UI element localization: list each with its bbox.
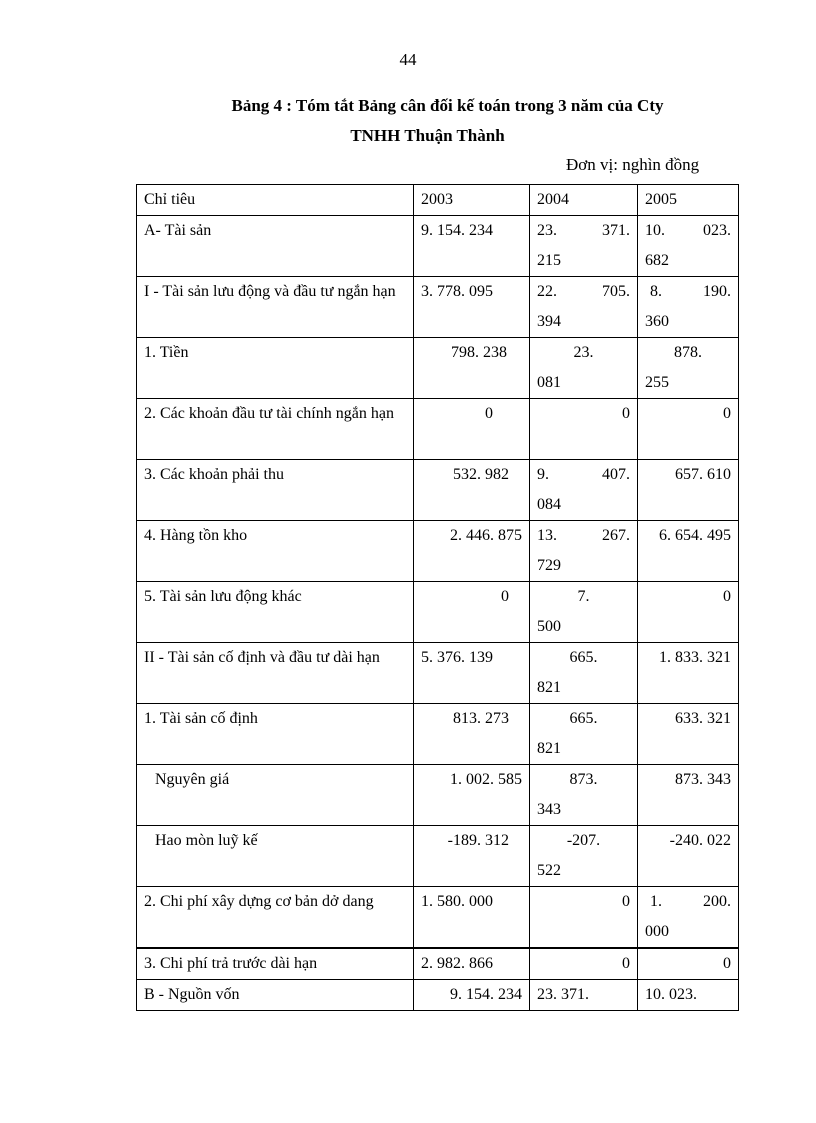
value-2003: 3. 778. 095 bbox=[414, 277, 530, 338]
value-2005-line2: 360 bbox=[645, 313, 669, 330]
table-row bbox=[137, 277, 739, 338]
value-2003: 2. 446. 875 bbox=[414, 521, 530, 582]
value-2004: 0 bbox=[530, 399, 638, 460]
value-2005: 633. 321 bbox=[638, 704, 739, 765]
table-title-line1: Bảng 4 : Tóm tắt Bảng cân đối kế toán trong 3 năm của Cty bbox=[231, 96, 664, 115]
value-2004 bbox=[530, 521, 638, 582]
row-label: A- Tài sản bbox=[137, 216, 414, 277]
value-2003: 0 bbox=[414, 399, 530, 460]
table-row bbox=[137, 980, 739, 1011]
table-row bbox=[137, 399, 739, 460]
row-label: Hao mòn luỹ kế bbox=[137, 826, 414, 887]
value-2005: 873. 343 bbox=[638, 765, 739, 826]
table-row bbox=[137, 216, 739, 277]
page-number: 44 bbox=[399, 50, 417, 69]
value-2003: 9. 154. 234 bbox=[414, 216, 530, 277]
header-2004: 2004 bbox=[530, 185, 638, 216]
row-label: 5. Tài sản lưu động khác bbox=[137, 582, 414, 643]
value-2005: 0 bbox=[638, 399, 739, 460]
unit-label: Đơn vị: nghìn đồng bbox=[566, 155, 700, 174]
value-2003: 1. 580. 000 bbox=[414, 887, 530, 949]
table-row bbox=[137, 643, 739, 704]
value-2004-line1: 9. 407. bbox=[537, 466, 630, 483]
value-2004-line1: 7. bbox=[577, 588, 590, 605]
value-2005: 10. 023. bbox=[638, 980, 739, 1011]
value-2004-line2: 394 bbox=[537, 313, 561, 330]
table-row bbox=[137, 826, 739, 887]
value-2004 bbox=[530, 277, 638, 338]
value-2004 bbox=[530, 765, 638, 826]
value-2004 bbox=[530, 643, 638, 704]
value-2004: 0 bbox=[530, 948, 638, 980]
value-2005 bbox=[638, 277, 739, 338]
header-2003: 2003 bbox=[414, 185, 530, 216]
row-label: II - Tài sản cố định và đầu tư dài hạn bbox=[137, 643, 414, 704]
value-2004: 23. 371. bbox=[530, 980, 638, 1011]
value-2005 bbox=[638, 887, 739, 949]
value-2003: 0 bbox=[414, 582, 530, 643]
value-2004 bbox=[530, 460, 638, 521]
value-2005: 6. 654. 495 bbox=[638, 521, 739, 582]
table-row bbox=[137, 460, 739, 521]
value-2004-line1: 23. 371. bbox=[537, 222, 630, 239]
row-label: B - Nguồn vốn bbox=[137, 980, 414, 1011]
table-row bbox=[137, 887, 739, 949]
value-2005-line2: 255 bbox=[645, 374, 669, 391]
value-2004-line1: 873. bbox=[569, 771, 598, 788]
table-row bbox=[137, 521, 739, 582]
value-2004-line2: 729 bbox=[537, 557, 561, 574]
value-2005: 0 bbox=[638, 582, 739, 643]
table-row bbox=[137, 582, 739, 643]
value-2004: 0 bbox=[530, 887, 638, 949]
value-2005-line1: 1. 200. bbox=[650, 893, 731, 910]
value-2004-line1: 23. bbox=[573, 344, 594, 361]
value-2005: 1. 833. 321 bbox=[638, 643, 739, 704]
value-2004-line1: -207. bbox=[566, 832, 601, 849]
value-2004-line1: 13. 267. bbox=[537, 527, 630, 544]
value-2004 bbox=[530, 582, 638, 643]
row-label: 2. Các khoản đầu tư tài chính ngắn hạn bbox=[137, 399, 414, 460]
value-2004-line2: 081 bbox=[537, 374, 561, 391]
row-label: I - Tài sản lưu động và đầu tư ngắn hạn bbox=[137, 277, 414, 338]
value-2005 bbox=[638, 338, 739, 399]
value-2005-line2: 000 bbox=[645, 923, 669, 940]
value-2004-line1: 665. bbox=[569, 649, 598, 666]
value-2004-line1: 22. 705. bbox=[537, 283, 630, 300]
value-2005: 657. 610 bbox=[638, 460, 739, 521]
balance-sheet-table bbox=[136, 184, 739, 1011]
value-2004-line2: 821 bbox=[537, 679, 561, 696]
table-title-line2: TNHH Thuận Thành bbox=[350, 126, 505, 145]
value-2004-line2: 500 bbox=[537, 618, 561, 635]
value-2005 bbox=[638, 216, 739, 277]
row-label: 1. Tiền bbox=[137, 338, 414, 399]
value-2004-line2: 821 bbox=[537, 740, 561, 757]
table-row bbox=[137, 338, 739, 399]
row-label: 2. Chi phí xây dựng cơ bản dở dang bbox=[137, 887, 414, 949]
value-2004-line2: 522 bbox=[537, 862, 561, 879]
value-2004-line2: 343 bbox=[537, 801, 561, 818]
value-2004 bbox=[530, 338, 638, 399]
value-2003: 1. 002. 585 bbox=[414, 765, 530, 826]
value-2004-line2: 215 bbox=[537, 252, 561, 269]
value-2004 bbox=[530, 704, 638, 765]
value-2005: -240. 022 bbox=[638, 826, 739, 887]
value-2003: 5. 376. 139 bbox=[414, 643, 530, 704]
value-2005-line1: 10. 023. bbox=[645, 222, 731, 239]
table-row bbox=[137, 765, 739, 826]
table-row bbox=[137, 704, 739, 765]
row-label: 3. Chi phí trả trước dài hạn bbox=[137, 948, 414, 980]
header-indicator: Chỉ tiêu bbox=[137, 185, 414, 216]
table-row bbox=[137, 948, 739, 980]
value-2005-line2: 682 bbox=[645, 252, 669, 269]
row-label: 1. Tài sản cố định bbox=[137, 704, 414, 765]
value-2003: 532. 982 bbox=[414, 460, 530, 521]
row-label: 4. Hàng tồn kho bbox=[137, 521, 414, 582]
value-2004-line1: 665. bbox=[569, 710, 598, 727]
table-header-row bbox=[137, 185, 739, 216]
value-2004-line2: 084 bbox=[537, 496, 561, 513]
value-2003: 9. 154. 234 bbox=[414, 980, 530, 1011]
value-2005-line1: 8. 190. bbox=[650, 283, 731, 300]
value-2003: 813. 273 bbox=[414, 704, 530, 765]
value-2003: -189. 312 bbox=[414, 826, 530, 887]
value-2003: 2. 982. 866 bbox=[414, 948, 530, 980]
value-2003: 798. 238 bbox=[414, 338, 530, 399]
row-label: Nguyên giá bbox=[137, 765, 414, 826]
row-label: 3. Các khoản phải thu bbox=[137, 460, 414, 521]
value-2005-line1: 878. bbox=[674, 344, 702, 361]
value-2005: 0 bbox=[638, 948, 739, 980]
value-2004 bbox=[530, 826, 638, 887]
value-2004 bbox=[530, 216, 638, 277]
header-2005: 2005 bbox=[638, 185, 739, 216]
